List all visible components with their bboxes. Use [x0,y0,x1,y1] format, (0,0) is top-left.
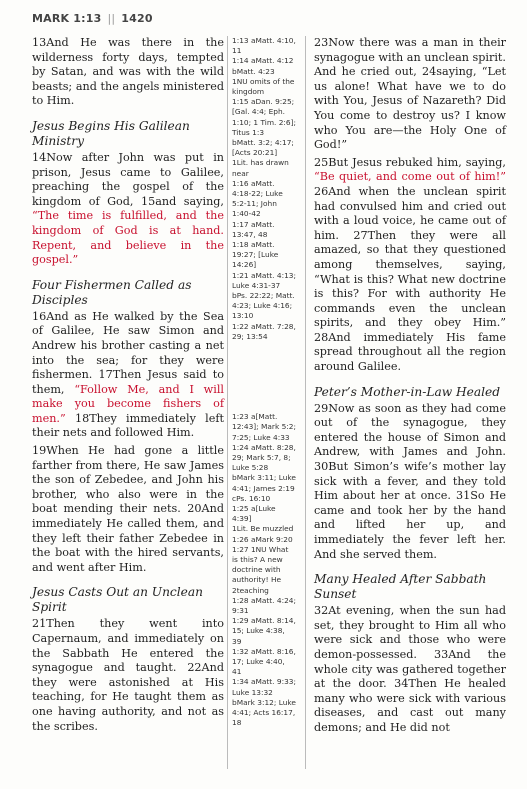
section-heading: Jesus Casts Out an Unclean Spirit [32,585,203,615]
cross-reference: 1:14 aMatt. 4:12 bMatt. 4:23 [232,56,294,76]
right-text-column [314,36,506,739]
cross-reference: 1:17 aMatt. 13:47, 48 [232,219,275,239]
section-heading: Jesus Begins His Galilean Ministry [32,118,190,148]
words-of-jesus: “Follow Me, and I will make you become fishers of men.” [32,382,224,425]
verse-text: 29Now as soon as they had come out of the synagogue, they entered the house of Simon and Andrew, with James and John. 30But Simon’s wife’s mother lay sick with a fever, and they told Him about her at once. 31So He came and took her by the hand and lifted her up, and immediately the fever left her. And she served them. [314,401,506,561]
cross-reference: 1:32 aMatt. 8:16, 17; Luke 4:40, 41 [232,646,296,677]
cross-reference: 1:22 aMatt. 7:28, 29; 13:54 [232,321,296,341]
cross-reference: 1:15 aDan. 9:25; [Gal. 4:4; Eph. 1:10; 1 Tim. 2:6]; Titus 1:3 [232,97,296,137]
cross-reference-gap [232,342,296,412]
verse-text: 23Now there was a man in their synagogue with an unclean spirit. And he cried out, 24saying, “Let us alone! What have we to do with You, Jesus of Nazareth? Did You come to destroy us? I know who You are—the Holy One of God!” [314,36,506,152]
cross-reference: 1NU omits of the kingdom [232,76,295,97]
cross-reference: 2teaching [232,585,269,595]
cross-reference: 1:13 aMatt. 4:10, 11 [232,36,296,56]
cross-reference: 1:21 aMatt. 4:13; Luke 4:31-37 [232,270,296,290]
section-heading: Peter’s Mother-in-Law Healed [314,384,501,399]
left-text-column [32,36,224,737]
cross-reference: 1Lit. has drawn near [232,158,289,178]
verse-text: 19When He had gone a little farther from there, He saw James the son of Zebedee, and John his brother, who also were in the boat mending their nets. 20And immediately He called them, and they left their father Zebedee in the boat with the hired servants, and went after Him. [32,444,224,574]
section-heading: Many Healed After Sabbath Sunset [314,572,487,602]
cross-reference: bPs. 22:22; Matt. 4:23; Luke 4:16; 13:10 [232,291,295,321]
cross-reference: 1:26 aMark 9:20 [232,534,293,544]
verse-text: 21Then they went into Capernaum, and immediately on the Sabbath He entered the synagogue and taught. 22And they were astonished at His teaching, for He taught them as one having authority, and not as the scribes. [32,617,224,733]
cross-reference: 1:29 aMatt. 8:14, 15; Luke 4:38, 39 [232,616,296,646]
verse-paragraph [32,310,224,441]
verse-text: 32At evening, when the sun had set, they brought to Him all who were sick and those who were demon-possessed. 33And the whole city was gathered together at the door. 34Then He healed many who were sick with various diseases, and cast out many demons; and He did not [314,604,506,734]
verse-text: 25But Jesus rebuked him, saying, [314,155,506,169]
cross-reference: 1:16 aMatt. 4:18-22; Luke 5:2-11; John 1:40-42 [232,178,283,219]
verse-paragraph [314,36,506,153]
verse-paragraph [32,151,224,268]
verse-paragraph [314,156,506,375]
verse-paragraph [314,604,506,735]
verse-paragraph [314,402,506,563]
verse-paragraph [32,36,224,109]
cross-reference: 1:28 aMatt. 4:24; 9:31 [232,595,296,615]
cross-reference: 1:24 aMatt. 8:28, 29; Mark 5:7, 8; Luke 5:28 [232,442,296,473]
verse-text: 13And He was there in the wilderness forty days, tempted by Satan, and was with the wild beasts; and the angels ministered to Him. [32,36,224,108]
cross-reference: 1:23 a[Matt. 12:43]; Mark 5:2; 7:25; Luke 4:33 [232,412,296,442]
cross-reference: 1Lit. Be muzzled [232,524,294,534]
cross-reference: bMatt. 3:2; 4:17; [Acts 20:21] [232,138,294,158]
cross-references-bottom [232,412,296,728]
cross-reference: 1:27 1NU What is this? A new doctrine with authority! He [232,544,289,585]
cross-reference: 1:25 a[Luke 4:39] [232,503,276,524]
words-of-jesus: “Be quiet, and come out of him!” [314,170,506,184]
cross-reference: bMark 3:11; Luke 4:41; James 2:19 [232,473,296,493]
verse-text: 16And as He walked by the Sea of Galilee, He saw Simon and Andrew his brother casting a net into the sea; for they were fishermen. 17Then Jesus said to them, [32,309,224,396]
book-reference: MARK 1:13 [32,12,102,25]
cross-reference: bMark 3:12; Luke 4:41; Acts 16:17, 18 [232,697,296,728]
page-number: 1420 [121,12,153,25]
column-rule-right [305,36,306,769]
verse-text: 14Now after John was put in prison, Jesus came to Galilee, preaching the gospel of the kingdom of God, 15and saying, [32,150,224,208]
header-divider: || [107,12,116,25]
verse-text-continued: 18They immediately left their nets and followed Him. [32,411,224,440]
verse-paragraph [32,444,224,575]
column-rule-left [227,36,228,769]
cross-reference-column [232,36,296,728]
cross-reference: 1:18 aMatt. 19:27; [Luke 14:26] [232,240,279,270]
verse-text-continued: 26And when the unclean spirit had convulsed him and cried out with a loud voice, he came out of him. 27Then they were all amazed, so that they questioned among themselves, saying, “What is this? What new doctrine is this? For with authority He commands even the unclean spirits, and they obey Him.” 28And immediately His fame spread throughout all the region around Galilee. [314,184,506,374]
verse-paragraph [32,617,224,734]
page-header [32,12,153,25]
cross-references-top [232,36,296,342]
words-of-jesus: “The time is fulfilled, and the kingdom of God is at hand. Repent, and believe in the gospel.” [32,209,224,267]
cross-reference: cPs. 16:10 [232,493,271,503]
cross-reference: 1:34 aMatt. 9:33; Luke 13:32 [232,677,296,697]
section-heading: Four Fishermen Called as Disciples [32,277,192,307]
